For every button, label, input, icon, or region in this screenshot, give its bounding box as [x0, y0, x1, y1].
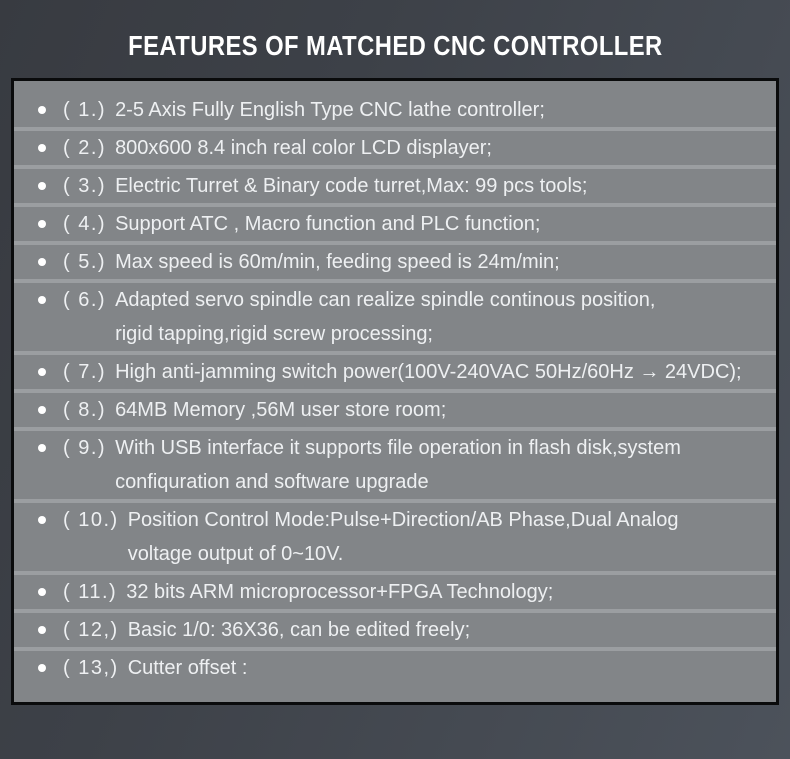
feature-line: High anti-jamming switch power(100V-240VAC 50Hz/60Hz → 24VDC); [115, 361, 742, 383]
feature-row-12 [14, 609, 776, 647]
feature-line: Basic 1/0: 36X36, can be edited freely; [127, 619, 471, 641]
feature-number: ( 7.) [63, 361, 107, 383]
feature-row-1 [14, 93, 776, 127]
feature-text [128, 651, 776, 685]
features-panel [11, 78, 779, 705]
feature-line: 32 bits ARM microprocessor+FPGA Technology; [126, 581, 554, 603]
page-header [0, 0, 790, 78]
feature-number: ( 4.) [63, 213, 107, 235]
feature-text [115, 131, 776, 165]
feature-number: ( 2.) [63, 137, 107, 159]
feature-number: ( 1.) [63, 99, 107, 121]
feature-row-7 [14, 351, 776, 389]
feature-row-10 [14, 499, 776, 571]
feature-text [115, 283, 776, 351]
feature-row-11 [14, 571, 776, 609]
feature-line: Cutter offset : [127, 657, 248, 679]
feature-number: ( 13,) [63, 657, 119, 679]
feature-line: With USB interface it supports file operation in flash disk,system [115, 437, 681, 459]
bullet-icon [30, 651, 54, 685]
feature-text [115, 393, 776, 427]
feature-row-5 [14, 241, 776, 279]
bullet-icon [30, 575, 54, 609]
bullet-icon [30, 131, 54, 165]
page-title-text: FEATURES OF MATCHED CNC CONTROLLER [127, 30, 663, 61]
feature-number: ( 12,) [63, 619, 119, 641]
feature-line: 2-5 Axis Fully English Type CNC lathe controller; [115, 99, 545, 121]
feature-row-13 [14, 647, 776, 685]
feature-row-8 [14, 389, 776, 427]
feature-text [115, 207, 776, 241]
feature-line: Support ATC , Macro function and PLC function; [115, 213, 541, 235]
feature-text [128, 503, 776, 571]
feature-number: ( 10.) [63, 509, 119, 531]
feature-text [115, 431, 776, 499]
page-title [81, 30, 710, 62]
feature-line: Max speed is 60m/min, feeding speed is 24m/min; [115, 251, 560, 273]
feature-text [128, 613, 776, 647]
feature-number: ( 3.) [63, 175, 107, 197]
bullet-icon [30, 431, 54, 465]
bullet-icon [30, 207, 54, 241]
feature-number: ( 9.) [63, 437, 107, 459]
bullet-icon [30, 503, 54, 537]
feature-row-3 [14, 165, 776, 203]
feature-number: ( 5.) [63, 251, 107, 273]
bullet-icon [30, 245, 54, 279]
bullet-icon [30, 355, 54, 389]
bullet-icon [30, 613, 54, 647]
feature-row-9 [14, 427, 776, 499]
feature-text [115, 93, 776, 127]
feature-line: Electric Turret & Binary code turret,Max: 99 pcs tools; [115, 175, 588, 197]
feature-number: ( 6.) [63, 289, 107, 311]
feature-number: ( 11.) [63, 581, 118, 603]
feature-row-2 [14, 127, 776, 165]
feature-text [126, 575, 776, 609]
bullet-icon [30, 93, 54, 127]
feature-line: Position Control Mode:Pulse+Direction/AB Phase,Dual Analog [127, 509, 679, 531]
feature-line: voltage output of 0~10V. [127, 543, 344, 565]
feature-row-4 [14, 203, 776, 241]
feature-number: ( 8.) [63, 399, 107, 421]
bullet-icon [30, 283, 54, 317]
feature-line: 64MB Memory ,56M user store room; [115, 399, 447, 421]
feature-line: 800x600 8.4 inch real color LCD displayer; [115, 137, 492, 159]
feature-text [115, 355, 776, 389]
feature-line: Adapted servo spindle can realize spindle continous position, [115, 289, 656, 311]
feature-row-6 [14, 279, 776, 351]
feature-text [115, 169, 776, 203]
feature-line: confiquration and software upgrade [115, 471, 429, 493]
bullet-icon [30, 393, 54, 427]
bullet-icon [30, 169, 54, 203]
feature-text [115, 245, 776, 279]
feature-line: rigid tapping,rigid screw processing; [115, 323, 433, 345]
